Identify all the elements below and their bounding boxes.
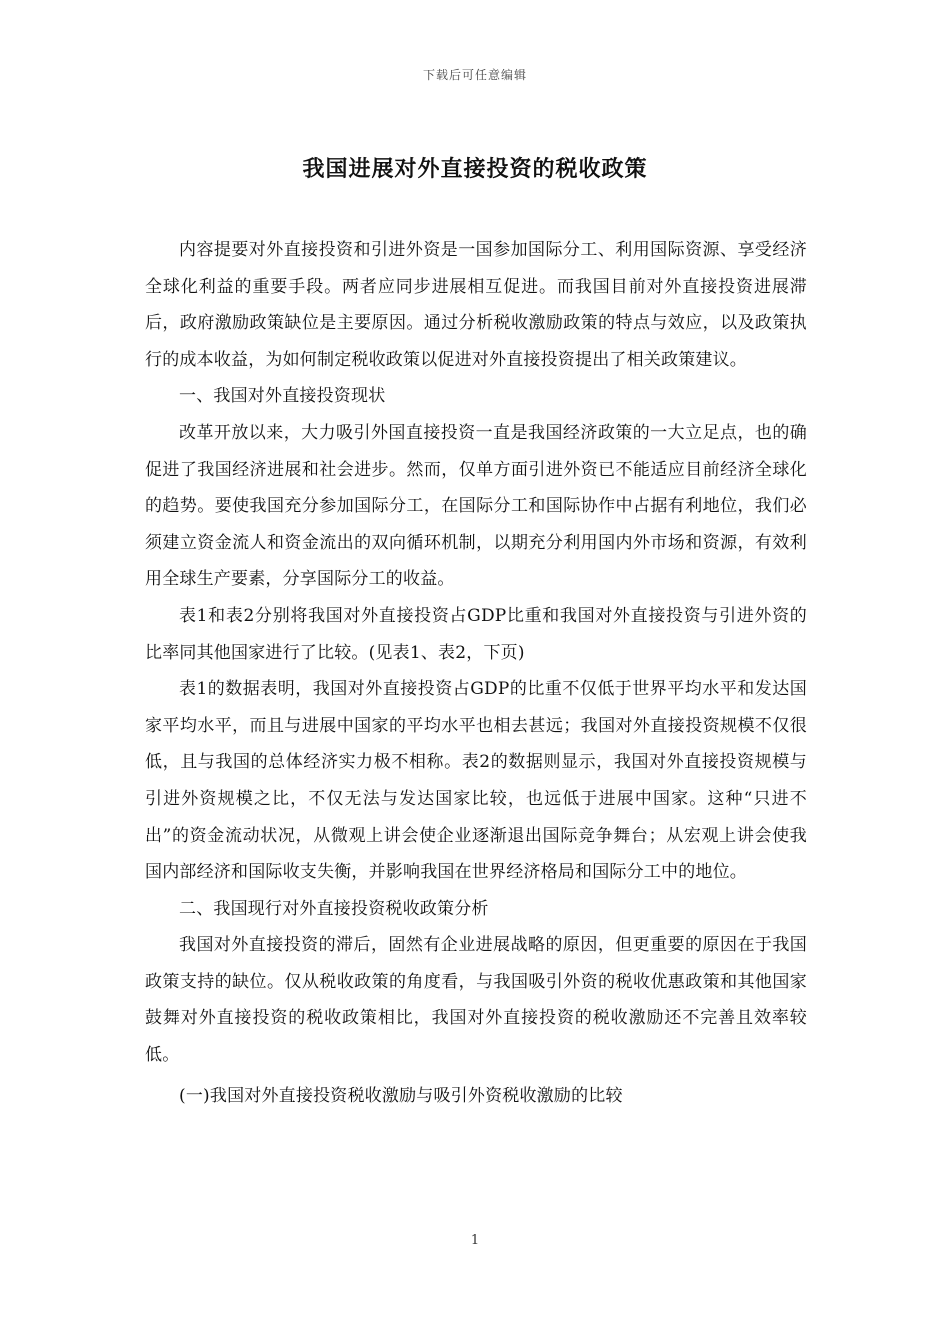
- header-note: 下载后可任意编辑: [422, 68, 527, 82]
- body-paragraph: 改革开放以来，大力吸引外国直接投资一直是我国经济政策的一大立足点，也的确促进了我国经济进展和社会进步。然而，仅单方面引进外资已不能适应目前经济全球化的趋势。要使我国充分参加国际分工，在国际分工和国际协作中占据有利地位，我们必须建立资金流人和资金流出的双向循环机制，以期充分利用国内外市场和资源，有效利用全球生产要素，分享国际分工的收益。: [145, 422, 807, 590]
- body-paragraph: 我国对外直接投资的滞后，固然有企业进展战略的原因，但更重要的原因在于我国政策支持的缺位。仅从税收政策的角度看，与我国吸引外资的税收优惠政策和其他国家鼓舞对外直接投资的税收政策相比，我国对外直接投资的税收激励还不完善且效率较低。: [145, 935, 807, 1066]
- body-paragraph: 表1和表2分别将我国对外直接投资占GDP比重和我国对外直接投资与引进外资的比率同其他国家进行了比较。(见表1、表2，下页): [145, 605, 807, 663]
- subsection-heading-1: (一)我国对外直接投资税收激励与吸引外资税收激励的比较: [179, 1085, 623, 1106]
- page-number: 1: [470, 1233, 480, 1248]
- body-paragraph: 表1的数据表明，我国对外直接投资占GDP的比重不仅低于世界平均水平和发达国家平均水平，而且与进展中国家的平均水平也相去甚远；我国对外直接投资规模不仅很低，且与我国的总体经济实力极不相称。表2的数据则显示，我国对外直接投资规模与引进外资规模之比，不仅无法与发达国家比较，也远低于进展中国家。这种“只进不出”的资金流动状况，从微观上讲会使企业逐渐退出国际竞争舞台；从宏观上讲会使我国内部经济和国际收支失衡，并影响我国在世界经济格局和国际分工中的地位。: [145, 679, 807, 883]
- abstract-paragraph: 内容提要对外直接投资和引进外资是一国参加国际分工、利用国际资源、享受经济全球化利益的重要手段。两者应同步进展相互促进。而我国目前对外直接投资进展滞后，政府激励政策缺位是主要原因。通过分析税收激励政策的特点与效应，以及政策执行的成本收益，为如何制定税收政策以促进对外直接投资提出了相关政策建议。: [145, 240, 807, 370]
- document-body: [145, 232, 807, 1114]
- document-title: 我国进展对外直接投资的税收政策: [302, 156, 648, 182]
- section-heading-1: 一、我国对外直接投资现状: [179, 386, 386, 407]
- section-heading-2: 二、我国现行对外直接投资税收政策分析: [179, 898, 489, 919]
